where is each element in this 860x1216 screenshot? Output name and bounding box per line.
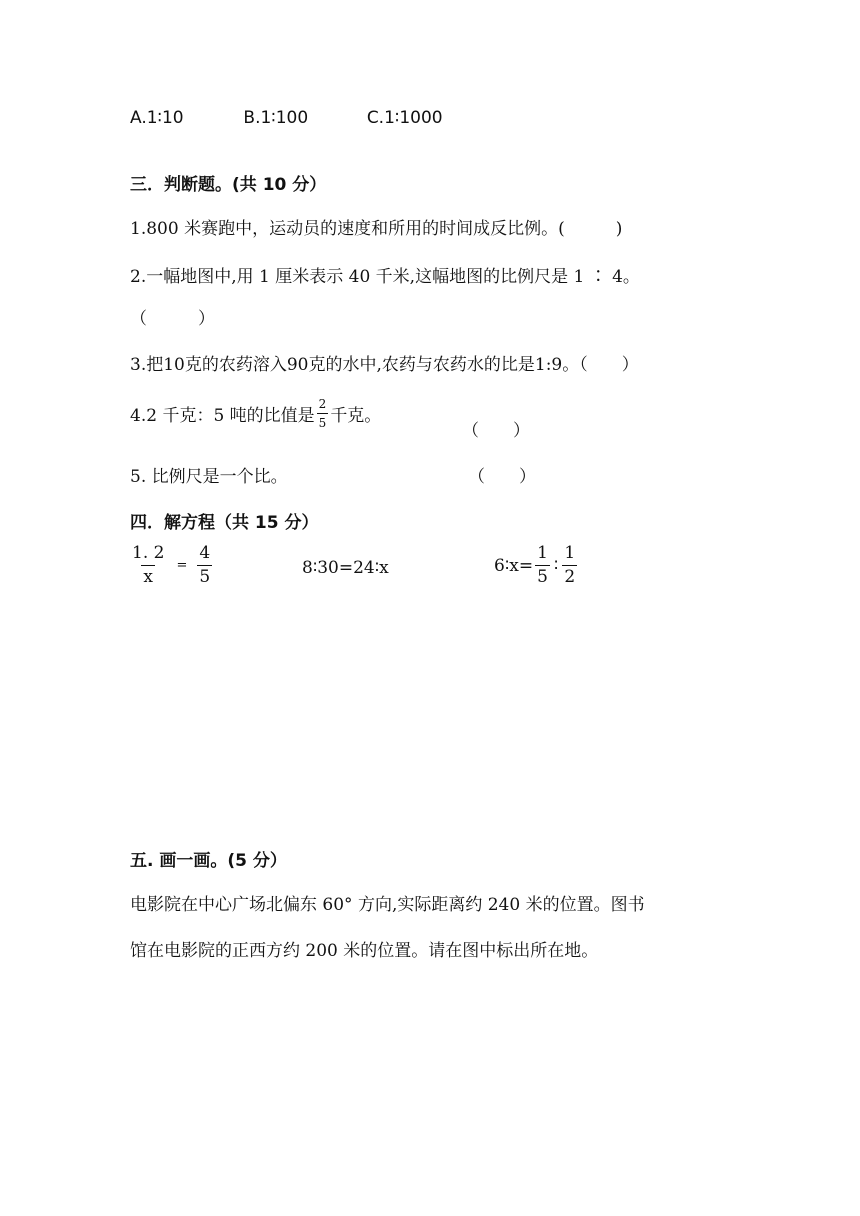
equation-3-prefix: 6∶x= — [494, 555, 534, 576]
option-a: A.1∶10 — [130, 108, 184, 128]
fraction-denominator: 2 — [564, 567, 576, 587]
question-4-answer-paren: （ ） — [462, 421, 530, 441]
question-1: 1.800 米赛跑中，运动员的速度和所用的时间成反比例。( ) — [130, 219, 623, 239]
fraction-numerator: 2 — [318, 397, 327, 411]
equation-1 — [130, 545, 212, 586]
fraction-numerator: 4 — [199, 543, 211, 563]
fraction-denominator: 5 — [537, 567, 548, 587]
question-5-answer-paren: （ ） — [468, 467, 536, 487]
question-2-answer-paren: （ ） — [130, 309, 215, 329]
section5-heading: 五. 画一画。(5 分） — [130, 851, 287, 871]
ratio-colon: ∶ — [553, 555, 559, 576]
question-5: 5. 比例尺是一个比。 — [130, 467, 288, 487]
section5-text-line2: 馆在电影院的正西方约 200 米的位置。请在图中标出所在地。 — [130, 941, 599, 961]
option-c: C.1∶1000 — [366, 108, 443, 128]
equation-3-fraction-1 — [535, 545, 550, 586]
section5-text-line1: 电影院在中心广场北偏东 60° 方向,实际距离约 240 米的位置。图书 — [130, 895, 645, 915]
fraction-numerator: 1 — [564, 543, 576, 563]
section3-heading: 三．判断题。(共 10 分） — [130, 175, 327, 195]
question-2-line1: 2.一幅地图中,用 1 厘米表示 40 千米,这幅地图的比例尺是 1 ∶ 4。 — [130, 267, 640, 287]
question-4-fraction — [317, 398, 329, 429]
equation-1-right-fraction — [197, 545, 212, 586]
question-3: 3.把10克的农药溶入90克的水中,农药与农药水的比是1:9。（ ） — [130, 355, 639, 375]
question-4-prefix: 4.2 千克：5 吨的比值是 — [130, 406, 315, 426]
equation-1-left-fraction — [130, 545, 166, 586]
equation-2: 8∶30=24∶x — [302, 558, 389, 578]
equals-sign: = — [176, 558, 188, 573]
section4-heading: 四．解方程（共 15 分） — [130, 513, 319, 533]
fraction-numerator: 1 — [537, 543, 548, 563]
equation-3 — [494, 545, 577, 586]
question-4 — [130, 398, 381, 429]
choice-options — [130, 108, 443, 128]
equation-3-fraction-2 — [562, 545, 577, 586]
question-4-suffix: 千克。 — [330, 406, 382, 426]
fraction-denominator: 5 — [199, 567, 211, 587]
fraction-denominator: x — [143, 567, 154, 587]
fraction-denominator: 5 — [317, 413, 329, 429]
fraction-numerator: 1. 2 — [132, 543, 165, 563]
option-b: B.1∶100 — [243, 108, 309, 128]
